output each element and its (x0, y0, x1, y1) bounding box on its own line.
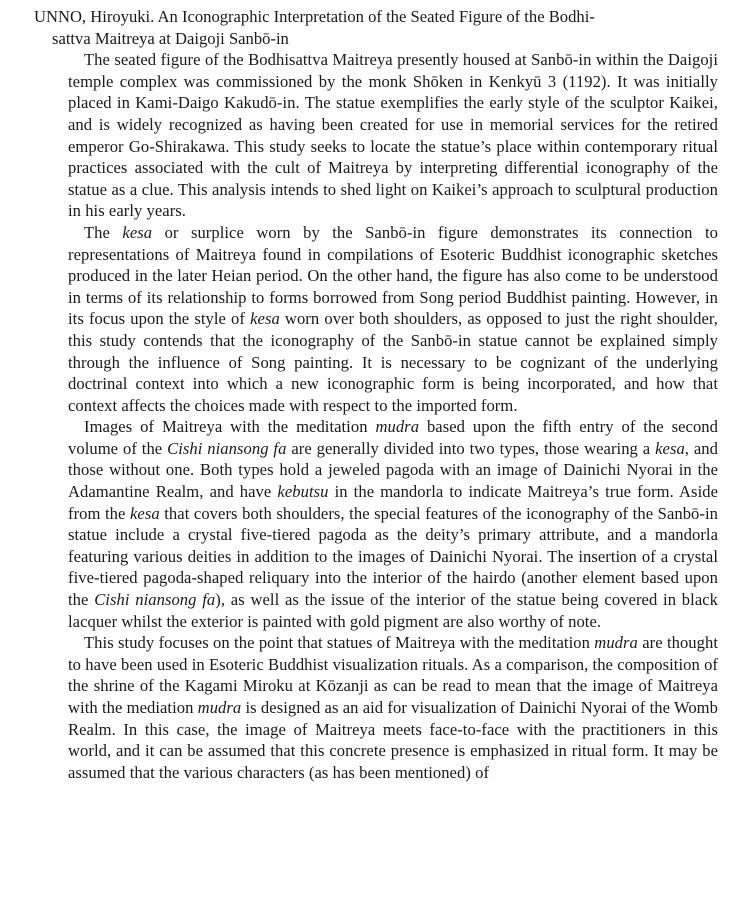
text-run: in the mandorla to indicate Maitreya’s true form. Aside from the (68, 482, 718, 523)
abstract-paragraph-2 (34, 222, 718, 416)
text-run: , and those without one. Both types hold a jeweled pagoda with an image of Dainichi Nyorai in the Adamantine Realm, and have (68, 438, 718, 502)
abstract-paragraph-3 (34, 416, 718, 632)
text-run: worn over both shoulders, as opposed to just the right shoulder, this study contends that the iconography of the Sanbō-in statue cannot be explained simply through the influence of Song painting. It is necessary to be cognizant of the underlying doctrinal context into which a new iconographic form is being incorporated, and how that context affects the choices made with respect to the imported form. (68, 309, 718, 415)
article-title-line-1: UNNO, Hiroyuki. An Iconographic Interpretation of the Seated Figure of the Bodhi- (34, 7, 595, 26)
article-title-line-2: sattva Maitreya at Daigoji Sanbō-in (52, 28, 289, 48)
italic-term: mudra (197, 698, 242, 717)
italic-term: kesa (655, 438, 685, 458)
text-run: This study focuses on the point that statues of Maitreya with the meditation (84, 633, 595, 653)
text-run: ), as well as the issue of the interior of the statue being covered in black lacquer whilst the exterior is painted with gold pigment are also worthy of note. (68, 590, 718, 631)
italic-term: kesa (130, 503, 160, 523)
italic-term: kesa (122, 222, 153, 242)
italic-term: Cishi niansong fa (94, 590, 216, 610)
text-run: or surplice worn by the Sanbō-in figure demonstrates its connection to representations of Maitreya found in compilations of Esoteric Buddhist iconographic sketches produced in the later Heian period. On the other hand, the figure has also come to be understood in terms of its relationship to forms borrowed from Song period Buddhist painting. However, in its focus upon the style of (68, 222, 718, 329)
italic-term: Cishi niansong fa (167, 438, 287, 458)
text-run: that covers both shoulders, the special features of the iconography of the Sanbō-in statue include a crystal five-tiered pagoda as the deity’s primary attribute, and a mandorla featuring various deities in addition to the images of Dainichi Nyorai. The insertion of a crystal five-tiered pagoda-shaped reliquary into the interior of the hairdo (another element based upon the (68, 503, 718, 610)
article-title (34, 6, 718, 49)
text-run: are thought to have been used in Esoteric Buddhist visualization rituals. As a comparison, the composition of the shrine of the Kagami Miroku at Kōzanji as can be read to mean that the image of Maitreya with the mediation (68, 633, 719, 717)
text-run: The seated figure of the Bodhisattva Maitreya presently housed at Sanbō-in within the Daigoji temple complex was commissioned by the monk Shōken in Kenkyū 3 (1192). It was initially placed in Kami-Daigo Kakudō-in. The statue exemplifies the early style of the sculptor Kaikei, and is widely recognized as having been created for use in memorial services for the retired emperor Go-Shirakawa. This study seeks to locate the statue’s place within contemporary ritual practices associated with the cult of Maitreya by interpreting differential iconography of the statue as a clue. This analysis intends to shed light on Kaikei’s approach to sculptural production in his early years. (68, 50, 718, 221)
italic-term: mudra (375, 417, 420, 437)
text-run: The (84, 222, 123, 242)
article-page (34, 6, 718, 783)
abstract-paragraph-1 (34, 49, 718, 222)
italic-term: mudra (594, 633, 638, 653)
text-run: are generally divided into two types, those wearing a (286, 438, 656, 458)
abstract-paragraph-4 (34, 632, 718, 783)
text-run: is designed as an aid for visualization of Dainichi Nyorai of the Womb Realm. In this case, the image of Maitreya meets face-to-face with the practitioners in this world, and it can be assumed that this concrete presence is emphasized in ritual form. It may be assumed that the various characters (as has been mentioned) of (68, 698, 718, 782)
text-run: based upon the fifth entry of the second volume of the (68, 417, 718, 458)
italic-term: kesa (250, 309, 280, 329)
italic-term: kebutsu (277, 482, 329, 502)
text-run: Images of Maitreya with the meditation (84, 417, 376, 437)
